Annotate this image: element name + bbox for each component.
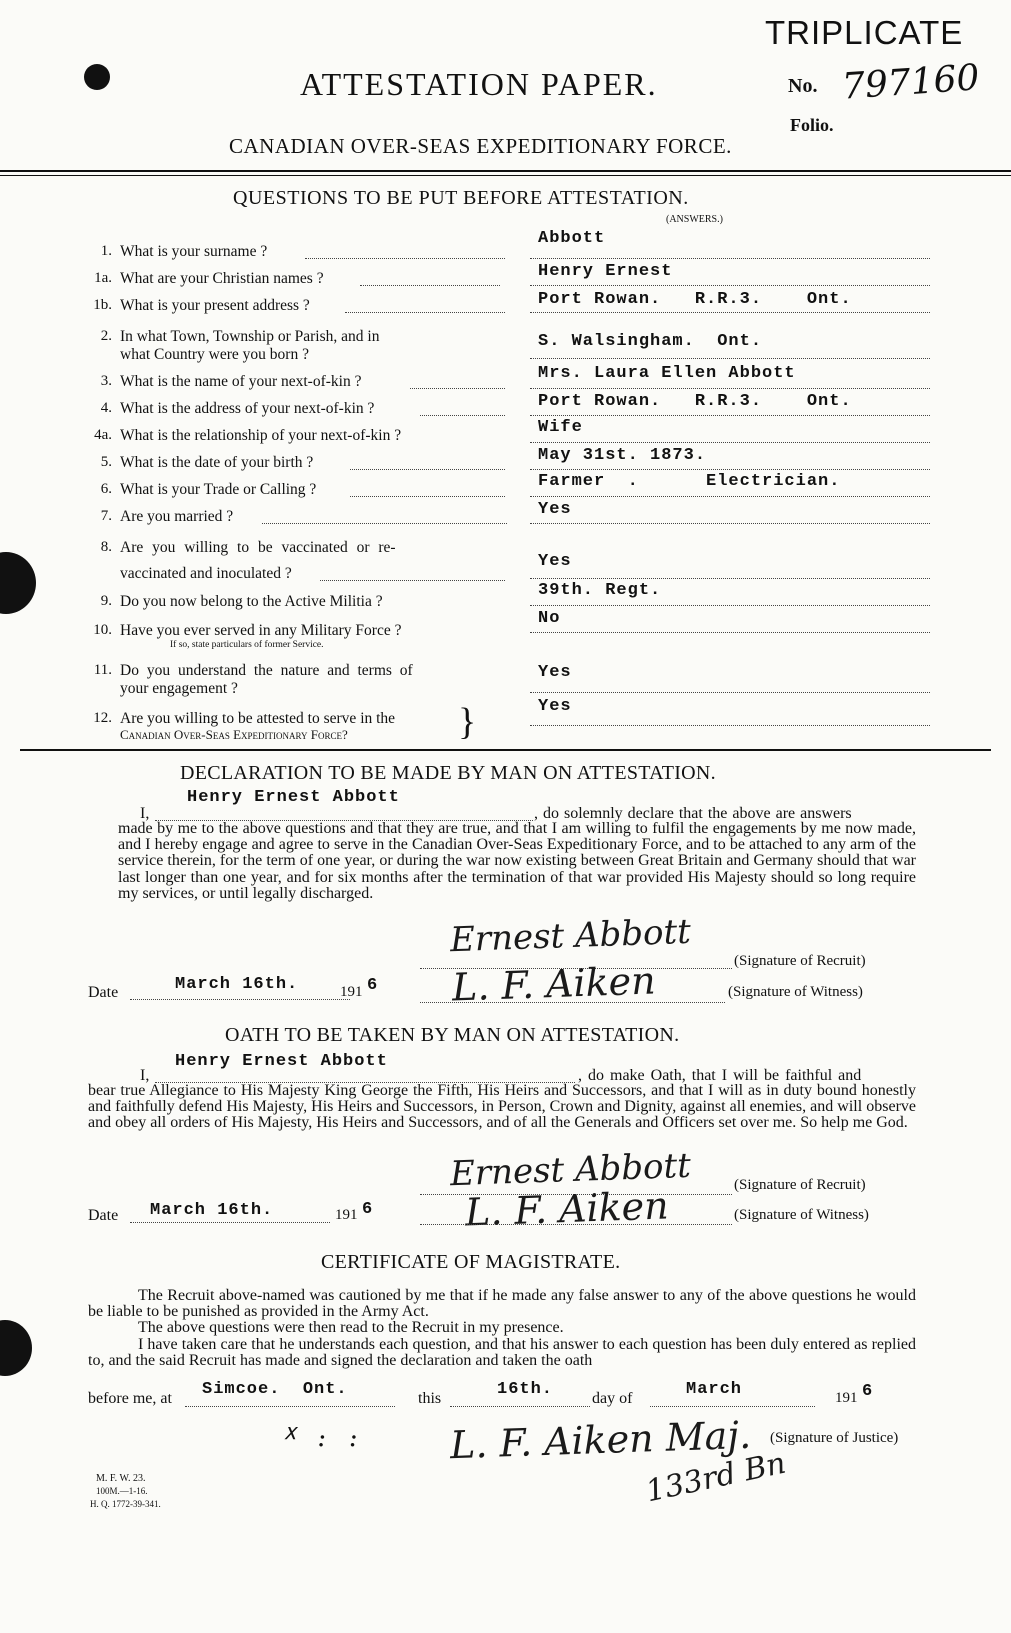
declaration-year-prefix: 191 xyxy=(340,984,363,1000)
q12-text: Are you willing to be attested to serve in the xyxy=(120,710,396,727)
q9-text: Do you now belong to the Active Militia ? xyxy=(120,593,383,610)
document-title: ATTESTATION PAPER. xyxy=(300,66,658,102)
q4-answer: Port Rowan. R.R.3. Ont. xyxy=(538,392,852,411)
q6-answer: Farmer . Electrician. xyxy=(538,472,841,491)
certificate-month: March xyxy=(686,1380,743,1399)
justice-mark: ᕽ ꞉ ꞉ xyxy=(280,1422,364,1457)
q3-text: What is the name of your next-of-kin ? xyxy=(120,373,362,390)
declaration-recruit-signature: Ernest Abbott xyxy=(449,911,692,961)
questions-heading: QUESTIONS TO BE PUT BEFORE ATTESTATION. xyxy=(233,187,689,209)
oath-date-value: March 16th. xyxy=(150,1201,274,1220)
q12-brace: } xyxy=(458,701,477,743)
q10-answer: No xyxy=(538,609,561,628)
number-label: No. xyxy=(788,75,818,97)
declaration-heading: DECLARATION TO BE MADE BY MAN ON ATTESTATION. xyxy=(180,762,716,784)
triplicate-stamp: TRIPLICATE xyxy=(765,14,964,51)
certificate-before-label: before me, at xyxy=(88,1390,172,1407)
q10-number: 10. xyxy=(93,622,112,638)
header-divider xyxy=(0,170,1011,172)
q10-note: If so, state particulars of former Service. xyxy=(170,640,324,650)
declaration-recruit-sig-label: (Signature of Recruit) xyxy=(734,953,866,969)
q4-number: 4. xyxy=(100,400,112,416)
oath-witness-signature: L. F. Aiken xyxy=(464,1183,670,1235)
q2-number: 2. xyxy=(100,328,112,344)
certificate-para-3: I have taken care that he understands each question, and that his answer to each question has been duly entered as replied to, and the said Recruit has made and signed the declaration and taken the oath xyxy=(88,1335,916,1369)
q12-text-line2: Canadian Over-Seas Expeditionary Force? xyxy=(120,727,348,742)
declaration-date-line xyxy=(130,999,350,1000)
oath-witness-sig-line xyxy=(420,1224,732,1225)
certificate-place-line xyxy=(185,1406,395,1407)
q8-answer: Yes xyxy=(538,552,572,571)
certificate-month-line xyxy=(650,1406,815,1407)
q11-answer: Yes xyxy=(538,663,572,682)
hq-code: H. Q. 1772-39-341. xyxy=(90,1499,161,1509)
oath-date-label: Date xyxy=(88,1207,119,1224)
declaration-name: Henry Ernest Abbott xyxy=(187,788,400,807)
answers-label: (ANSWERS.) xyxy=(666,214,723,225)
questions-divider xyxy=(20,749,991,751)
q2-text: In what Town, Township or Parish, and in xyxy=(120,328,380,345)
q1a-text: What are your Christian names ? xyxy=(120,270,324,287)
oath-year-suffix: 6 xyxy=(362,1200,374,1219)
q4a-text: What is the relationship of your next-of-kin ? xyxy=(120,427,402,444)
declaration-witness-signature: L. F. Aiken xyxy=(451,958,657,1010)
print-run: 100M.—1-16. xyxy=(96,1486,148,1496)
certificate-day-of-label: day of xyxy=(592,1390,633,1407)
q9-answer: 39th. Regt. xyxy=(538,581,662,600)
punch-hole-top xyxy=(84,64,110,90)
q7-number: 7. xyxy=(100,508,112,524)
declaration-witness-sig-line xyxy=(420,1002,725,1003)
declaration-text-line1: , do solemnly declare that the above are answers xyxy=(534,805,852,822)
q6-text: What is your Trade or Calling ? xyxy=(120,481,317,498)
oath-recruit-signature: Ernest Abbott xyxy=(449,1145,692,1195)
certificate-this-label: this xyxy=(418,1390,442,1407)
q6-number: 6. xyxy=(100,481,112,497)
q5-answer: May 31st. 1873. xyxy=(538,446,707,465)
declaration-witness-sig-label: (Signature of Witness) xyxy=(728,984,863,1000)
oath-body: bear true Allegiance to His Majesty King George the Fifth, His Heirs and Successors, and that I will as in duty bound honestly and faithfully defend His Majesty, His Heirs and Successors, in Person, Crown and Dignity, against all enemies, and will observe and obey all orders of His Majesty, His Heirs and Successors, and of all the Generals and Officers set over me. So help me God. xyxy=(88,1082,916,1132)
q1b-text: What is your present address ? xyxy=(120,297,310,314)
q12-number: 12. xyxy=(93,710,112,726)
q3-answer: Mrs. Laura Ellen Abbott xyxy=(538,364,796,383)
force-name: CANADIAN OVER-SEAS EXPEDITIONARY FORCE. xyxy=(229,134,732,158)
oath-heading: OATH TO BE TAKEN BY MAN ON ATTESTATION. xyxy=(225,1024,680,1046)
certificate-day: 16th. xyxy=(497,1380,554,1399)
q1a-answer: Henry Ernest xyxy=(538,262,673,281)
declaration-date-label: Date xyxy=(88,984,119,1001)
q4a-number: 4a. xyxy=(94,427,112,443)
q9-number: 9. xyxy=(100,593,112,609)
oath-recruit-sig-label: (Signature of Recruit) xyxy=(734,1177,866,1193)
oath-witness-sig-label: (Signature of Witness) xyxy=(734,1207,869,1223)
q11-text: Do you understand the nature and terms of xyxy=(120,662,413,679)
punch-hole-left xyxy=(0,552,36,614)
justice-signature-label: (Signature of Justice) xyxy=(770,1430,899,1446)
q3-number: 3. xyxy=(100,373,112,389)
declaration-body: made by me to the above questions and that they are true, and that I am willing to fulfil the engagements by me now made, and I hereby engage and agree to serve in the Canadian Over-Seas Expeditionary Force, and to be attached to any arm of the service therein, for the term of one year, or during the war now existing between Great Britain and Germany should that war last longer than one year, and for six months after the termination of that war provided His Majesty should so long require my services, or until legally discharged. xyxy=(118,820,916,902)
certificate-heading: CERTIFICATE OF MAGISTRATE. xyxy=(321,1251,621,1273)
oath-date-line xyxy=(130,1222,330,1223)
q5-text: What is the date of your birth ? xyxy=(120,454,314,471)
folio-label: Folio. xyxy=(790,115,834,135)
certificate-body xyxy=(88,1288,916,1369)
q10-text: Have you ever served in any Military Force ? xyxy=(120,622,402,639)
justice-unit-signature: 133rd Bn xyxy=(642,1445,789,1510)
certificate-year-suffix: 6 xyxy=(862,1382,874,1401)
certificate-para-1: The Recruit above-named was cautioned by me that if he made any false answer to any of the above questions he would be liable to be punished as provided in the Army Act. xyxy=(88,1287,916,1321)
q11-text-line2: your engagement ? xyxy=(120,680,238,697)
header-divider-2 xyxy=(0,175,1011,176)
oath-name: Henry Ernest Abbott xyxy=(175,1052,388,1071)
q8-number: 8. xyxy=(100,539,112,555)
q1a-number: 1a. xyxy=(94,270,112,286)
declaration-date-value: March 16th. xyxy=(175,975,299,994)
declaration-i-label: I, xyxy=(140,805,150,822)
oath-i-label: I, xyxy=(140,1067,150,1084)
q1-number: 1. xyxy=(100,243,112,259)
q1-answer: Abbott xyxy=(538,229,606,248)
q8-text-line2: vaccinated and inoculated ? xyxy=(120,565,292,582)
certificate-para-2: The above questions were then read to the Recruit in my presence. xyxy=(138,1319,564,1337)
q8-text: Are you willing to be vaccinated or re- xyxy=(120,539,396,556)
q4-text: What is the address of your next-of-kin ? xyxy=(120,400,375,417)
q4a-answer: Wife xyxy=(538,418,583,437)
oath-text-line1: , do make Oath, that I will be faithful and xyxy=(578,1067,862,1084)
q1-text: What is your surname ? xyxy=(120,243,268,260)
regimental-number: 797160 xyxy=(840,57,981,108)
punch-hole-bottom xyxy=(0,1320,32,1376)
q5-number: 5. xyxy=(100,454,112,470)
q7-answer: Yes xyxy=(538,500,572,519)
declaration-year-suffix: 6 xyxy=(367,976,379,995)
certificate-place: Simcoe. Ont. xyxy=(202,1380,348,1399)
q2-answer: S. Walsingham. Ont. xyxy=(538,332,763,351)
q7-text: Are you married ? xyxy=(120,508,234,525)
oath-year-prefix: 191 xyxy=(335,1207,358,1223)
form-code: M. F. W. 23. xyxy=(96,1473,146,1484)
q2-text-line2: what Country were you born ? xyxy=(120,346,309,363)
certificate-year-prefix: 191 xyxy=(835,1390,858,1406)
certificate-day-line xyxy=(450,1406,590,1407)
q1b-number: 1b. xyxy=(93,297,112,313)
q12-answer: Yes xyxy=(538,697,572,716)
justice-signature: L. F. Aiken Maj. xyxy=(449,1412,752,1468)
q1b-answer: Port Rowan. R.R.3. Ont. xyxy=(538,290,852,309)
q11-number: 11. xyxy=(93,662,112,678)
